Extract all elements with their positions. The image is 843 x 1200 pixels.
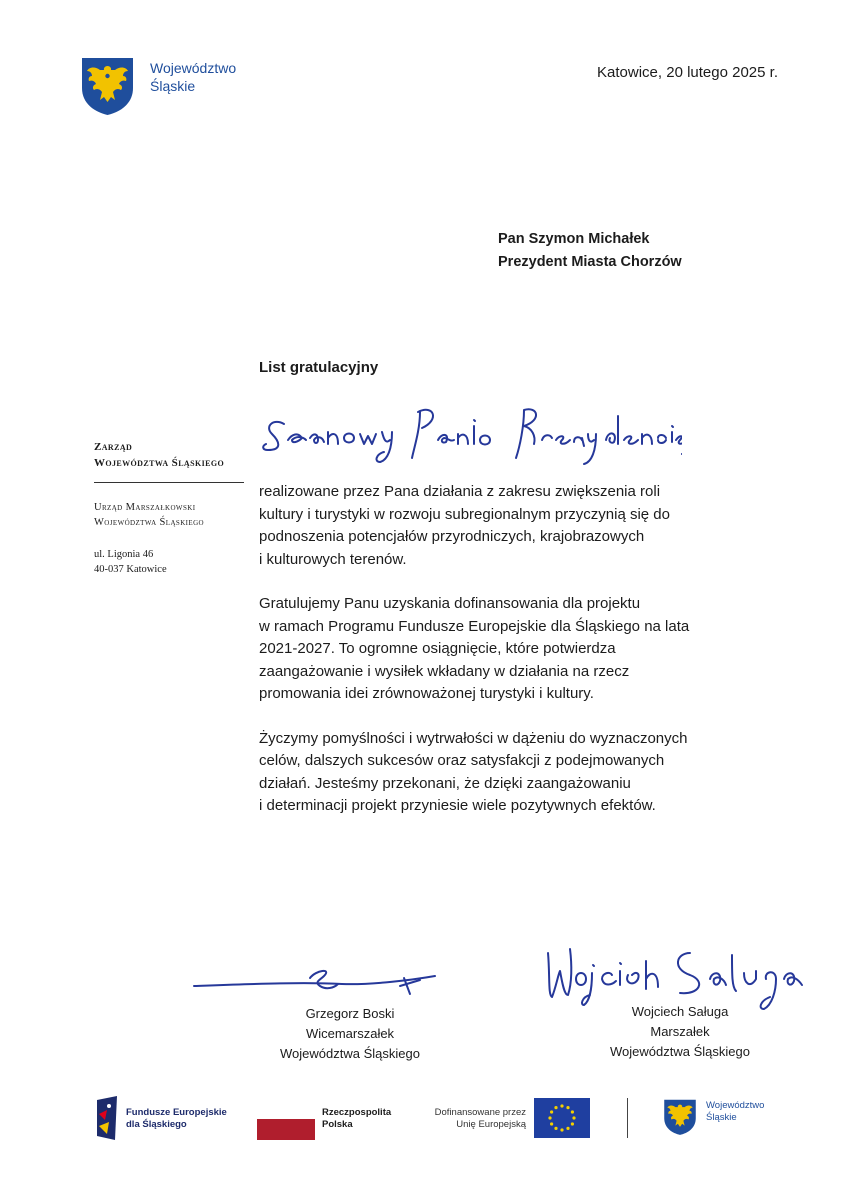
coat-of-arms-icon bbox=[80, 56, 135, 116]
body-paragraph-3: Życzymy pomyślności i wytrwałości w dążeniu do wyznaczonych celów, dalszych sukcesów oraz satysfakcji z podejmowanych działań. Jesteśmy przekonani, że dzięki zaangażowaniu i determinacji projekt przyniesie wiele pozytywnych efektów. bbox=[259, 729, 688, 814]
eu-flag-icon bbox=[534, 1098, 590, 1138]
sidebar-office bbox=[94, 500, 254, 530]
body-paragraph-1: realizowane przez Pana działania z zakresu zwiększenia roli kultury i turystyki w rozwoju subregionalnym przyczynią się do podnoszenia potencjałów przyrodniczych, krajobrazowych i kulturowych terenów. bbox=[259, 483, 670, 568]
eu-cofunded-line2: Unię Europejską bbox=[456, 1119, 526, 1130]
handwritten-salutation bbox=[262, 396, 682, 476]
brand-name bbox=[150, 59, 270, 95]
footer-divider bbox=[627, 1098, 628, 1138]
signature-boski bbox=[192, 964, 437, 1004]
poland-flag-icon bbox=[257, 1098, 315, 1140]
european-funds-label bbox=[126, 1107, 256, 1131]
poland-line2: Polska bbox=[322, 1119, 353, 1130]
signatory-boski bbox=[240, 1004, 460, 1064]
european-funds-line2: dla Śląskiego bbox=[126, 1119, 187, 1130]
brand-name-line2: Śląskie bbox=[150, 78, 196, 94]
sidebar-address-line2: 40-037 Katowice bbox=[94, 564, 167, 575]
letter-subject: List gratulacyjny bbox=[259, 359, 379, 376]
brand-name-line1: Województwo bbox=[150, 60, 237, 76]
letter-date: Katowice, 20 lutego 2025 r. bbox=[597, 64, 778, 81]
sidebar-board-line2: Województwa Śląskiego bbox=[94, 457, 225, 469]
sidebar-address bbox=[94, 547, 254, 577]
poland-label bbox=[322, 1107, 412, 1131]
signatory-role: Marszałek bbox=[650, 1024, 710, 1039]
signatory-saluga bbox=[570, 1002, 790, 1062]
eu-cofunded-line1: Dofinansowane przez bbox=[434, 1107, 526, 1118]
addressee-block bbox=[498, 228, 682, 274]
footer-brand-name bbox=[706, 1100, 786, 1124]
footer-brand-line1: Województwo bbox=[706, 1100, 765, 1111]
footer-brand-line2: Śląskie bbox=[706, 1112, 737, 1123]
signatory-name: Grzegorz Boski bbox=[305, 1006, 395, 1021]
sidebar-office-line1: Urząd Marszałkowski bbox=[94, 502, 196, 513]
sidebar-divider bbox=[94, 482, 244, 483]
signatory-org: Województwa Śląskiego bbox=[280, 1046, 420, 1061]
coat-of-arms-small-icon bbox=[663, 1097, 697, 1137]
european-funds-logo-icon bbox=[93, 1094, 119, 1144]
poland-line1: Rzeczpospolita bbox=[322, 1107, 392, 1118]
sidebar-address-line1: ul. Ligonia 46 bbox=[94, 549, 154, 560]
sidebar-board-line1: Zarząd bbox=[94, 441, 133, 453]
handwritten-salutation-graphic bbox=[262, 396, 682, 476]
addressee-title: Prezydent Miasta Chorzów bbox=[498, 254, 682, 270]
body-paragraph-2: Gratulujemy Panu uzyskania dofinansowania dla projektu w ramach Programu Fundusze Europejskie dla Śląskiego na lata 2021-2027. To ogromne osiągnięcie, które potwierdza zaangażowanie i wysiłek wkładany w działania na rzecz promowania idei zrównoważonej turystyki i kultury. bbox=[259, 595, 690, 702]
sidebar-office-line2: Województwa Śląskiego bbox=[94, 517, 204, 528]
signatory-org: Województwa Śląskiego bbox=[610, 1044, 750, 1059]
eu-cofunded-label bbox=[420, 1107, 526, 1131]
european-funds-line1: Fundusze Europejskie bbox=[126, 1107, 227, 1118]
signatory-role: Wicemarszałek bbox=[305, 1026, 395, 1041]
sidebar-board bbox=[94, 439, 254, 471]
letter-body bbox=[259, 481, 779, 840]
addressee-name: Pan Szymon Michałek bbox=[498, 231, 650, 247]
signatory-name: Wojciech Saługa bbox=[631, 1004, 729, 1019]
